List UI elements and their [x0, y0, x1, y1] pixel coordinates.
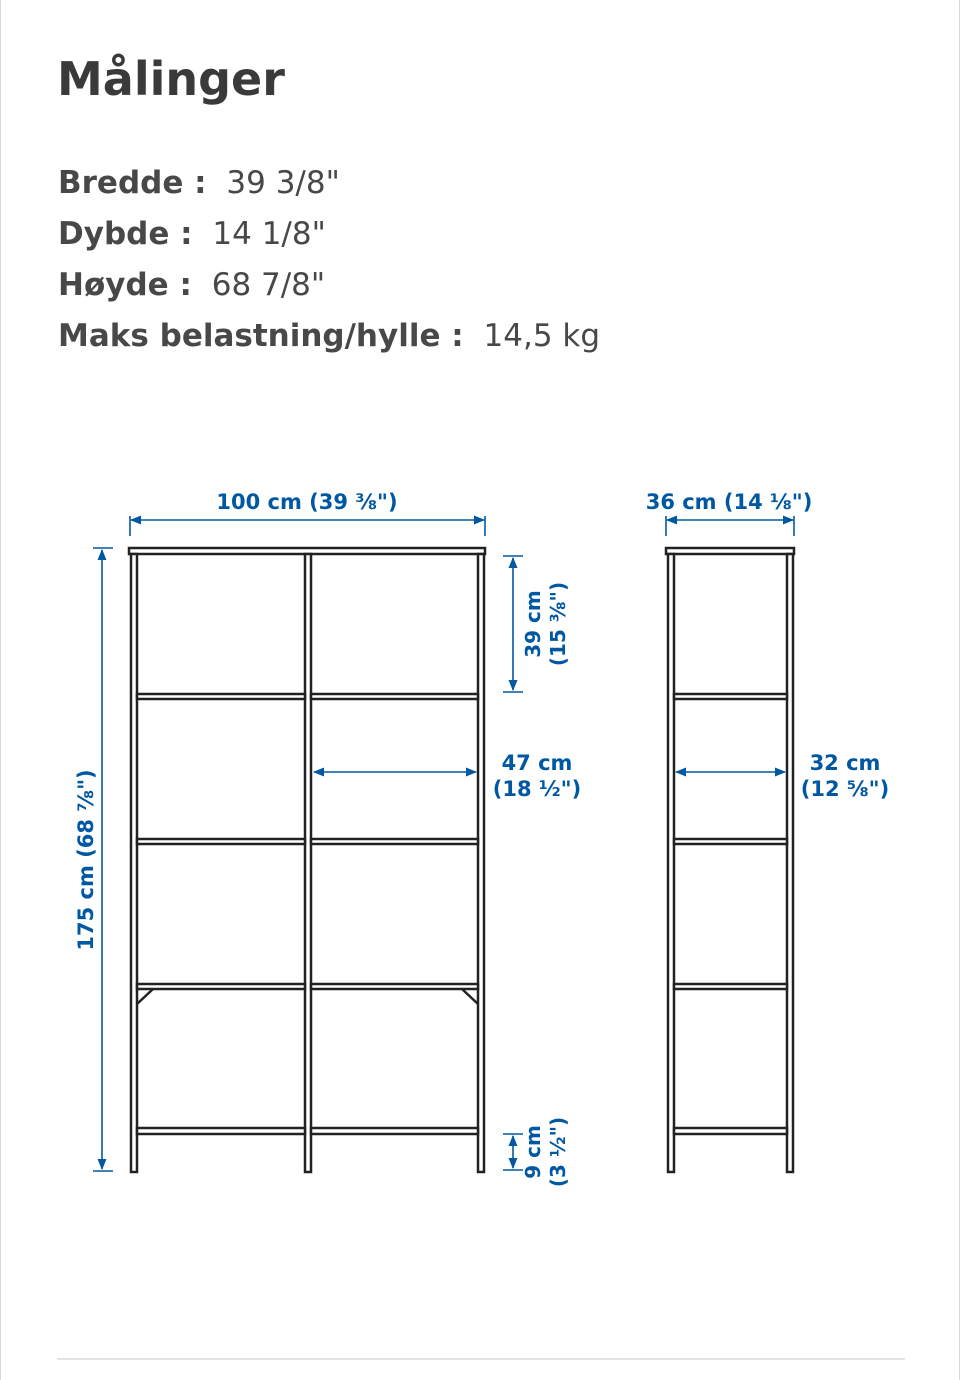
inner-width-label-in: (18 ½") — [492, 777, 582, 801]
spec-row-height — [58, 262, 600, 313]
bottom-gap-label-cm: 9 cm — [521, 1125, 545, 1179]
spec-value: 14 1/8" — [212, 216, 326, 252]
spec-value: 68 7/8" — [211, 267, 326, 303]
front-shelf-drawing — [129, 548, 485, 1172]
spec-value: 14,5 kg — [483, 318, 601, 354]
spec-value: 39 3/8" — [226, 165, 340, 201]
dimension-drawing — [57, 430, 905, 1270]
spec-label: Dybde : — [58, 216, 193, 252]
spec-row-depth — [58, 211, 600, 262]
shelf-gap-label-in: (15 ⅜") — [546, 581, 570, 667]
spec-label: Maks belastning/hylle : — [58, 318, 464, 354]
spec-label: Bredde : — [58, 165, 207, 201]
inner-depth-label-cm: 32 cm — [809, 751, 881, 775]
side-depth-label: 36 cm (14 ⅛") — [645, 490, 813, 514]
shelf-gap-label-cm: 39 cm — [521, 590, 545, 658]
front-height-label: 175 cm (68 ⅞") — [74, 769, 98, 951]
section-divider — [57, 1358, 905, 1360]
dimension-diagram — [57, 430, 905, 1270]
bottom-gap-label-in: (3 ½") — [546, 1116, 570, 1188]
page-title: Målinger — [57, 52, 285, 106]
front-width-label: 100 cm (39 ⅜") — [216, 490, 398, 514]
spec-list — [58, 160, 600, 364]
spec-label: Høyde : — [58, 267, 192, 303]
side-shelf-drawing — [666, 548, 794, 1172]
spec-row-max-load — [58, 313, 600, 364]
spec-row-width — [58, 160, 600, 211]
inner-width-label-cm: 47 cm — [501, 751, 573, 775]
inner-depth-label-in: (12 ⅝") — [800, 777, 890, 801]
